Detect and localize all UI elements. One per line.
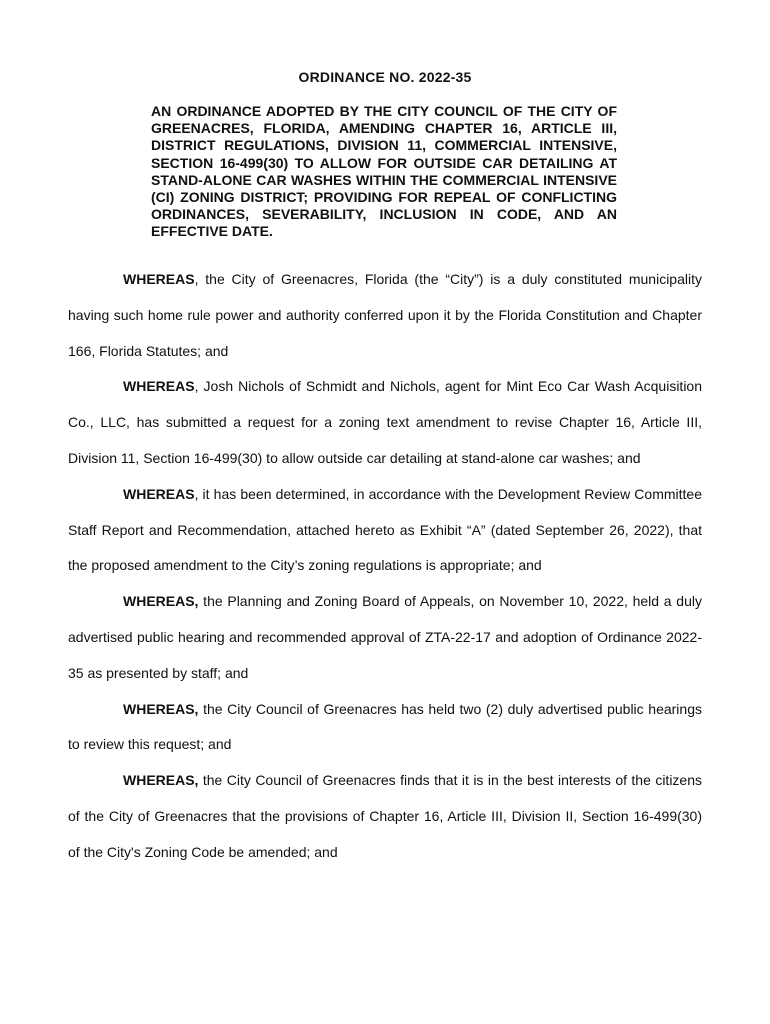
whereas-keyword: WHEREAS	[123, 485, 195, 502]
ordinance-body	[68, 262, 702, 871]
ordinance-title: ORDINANCE NO. 2022-35	[298, 69, 472, 85]
whereas-paragraph-5	[68, 692, 702, 764]
paragraph-text: the Planning and Zoning Board of Appeals, on November 10, 2022, held a duly advertised public hearing and recommended approval of ZTA-22-17 and adoption of Ordinance 2022-35 as presented by staff; and	[68, 593, 702, 681]
whereas-keyword: WHEREAS,	[123, 700, 199, 717]
paragraph-text: , the City of Greenacres, Florida (the “City”) is a duly constituted municipality having such home rule power and authority conferred upon it by the Florida Constitution and Chapter 166, Florida Statutes; and	[68, 271, 702, 359]
whereas-paragraph-6	[68, 763, 702, 870]
ordinance-caption: AN ORDINANCE ADOPTED BY THE CITY COUNCIL OF THE CITY OF GREENACRES, FLORIDA, AMENDING CHAPTER 16, ARTICLE III, DISTRICT REGULATIONS, DIVISION 11, COMMERCIAL INTENSIVE, SECTION 16-499(30) TO ALLOW FOR OUTSIDE CAR DETAILING AT STAND-ALONE CAR WASHES WITHIN THE COMMERCIAL INTENSIVE (CI) ZONING DISTRICT; PROVIDING FOR REPEAL OF CONFLICTING ORDINANCES, SEVERABILITY, INCLUSION IN CODE, AND AN EFFECTIVE DATE.	[151, 103, 617, 240]
whereas-keyword: WHEREAS	[123, 378, 195, 395]
paragraph-text: the City Council of Greenacres finds that it is in the best interests of the citizens of the City of Greenacres that the provisions of Chapter 16, Article III, Division II, Section 16-499(30) of the City's Zoning Code be amended; and	[68, 772, 702, 860]
whereas-keyword: WHEREAS	[123, 271, 195, 287]
paragraph-text: , Josh Nichols of Schmidt and Nichols, agent for Mint Eco Car Wash Acquisition Co., LLC, has submitted a request for a zoning text amendment to revise Chapter 16, Article III, Division 11, Section 16-499(30) to allow outside car detailing at stand-alone car washes; and	[68, 378, 702, 466]
whereas-paragraph-3	[68, 477, 702, 584]
paragraph-text: the City Council of Greenacres has held two (2) duly advertised public hearings to review this request; and	[68, 700, 702, 753]
whereas-keyword: WHEREAS,	[123, 772, 199, 789]
whereas-paragraph-4	[68, 584, 702, 691]
paragraph-text: , it has been determined, in accordance with the Development Review Committee Staff Report and Recommendation, attached hereto as Exhibit “A” (dated September 26, 2022), that the proposed amendment to the City’s zoning regulations is appropriate; and	[68, 485, 702, 574]
whereas-keyword: WHEREAS,	[123, 593, 199, 610]
whereas-paragraph-2	[68, 369, 702, 476]
whereas-paragraph-1	[68, 262, 702, 369]
